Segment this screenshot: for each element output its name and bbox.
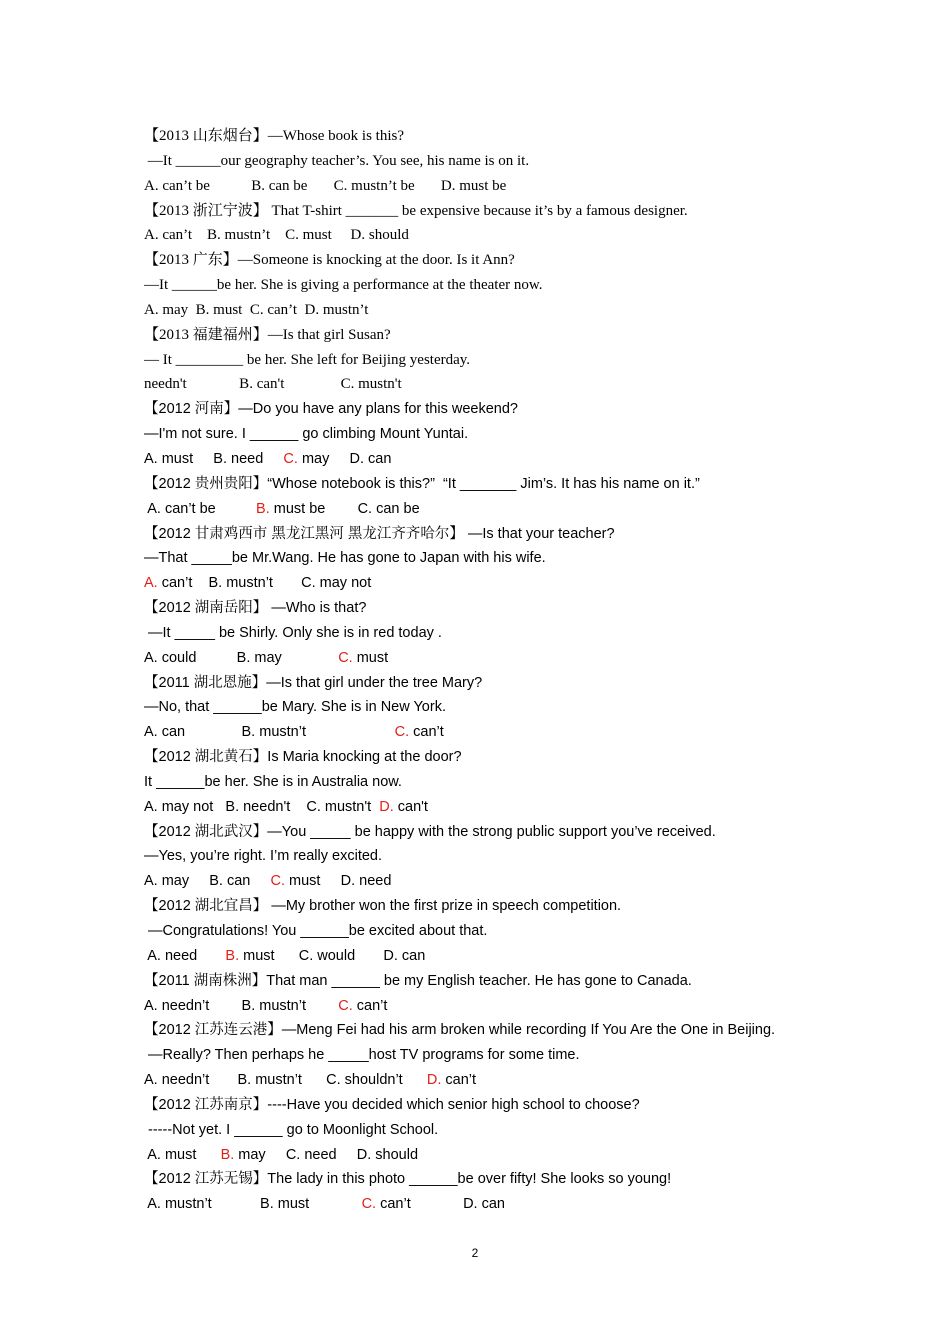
- line-text-after: may D. can: [297, 450, 392, 467]
- answer-letter: B.: [225, 947, 240, 964]
- line-text: —That _____be Mr.Wang. He has gone to Japan with his wife.: [144, 550, 546, 567]
- text-line: [144, 248, 824, 273]
- line-text: 【2012 江苏南京】----Have you decided which senior high school to choose?: [144, 1096, 640, 1113]
- line-text: 【2013 山东烟台】—Whose book is this?: [144, 128, 404, 144]
- text-line: [144, 994, 824, 1019]
- page-number: 2: [471, 1246, 479, 1260]
- line-text: —I'm not sure. I ______ go climbing Mount Yuntai.: [144, 426, 469, 443]
- line-text: 【2012 贵州贵阳】“Whose notebook is this?” “It _______ Jim’s. It has his name on it.”: [144, 475, 700, 492]
- line-text: —Yes, you’re right. I’m really excited.: [144, 848, 383, 865]
- answer-letter: C.: [338, 997, 353, 1014]
- text-line: [144, 1118, 824, 1143]
- line-text: needn't B. can't C. mustn't: [144, 376, 402, 393]
- line-text: A. can’t B. mustn’t C. must D. should: [144, 227, 409, 244]
- line-text-after: must be C. can be: [269, 500, 420, 517]
- text-line: [144, 894, 824, 919]
- text-line: [144, 348, 824, 373]
- text-line: [144, 621, 824, 646]
- text-line: [144, 273, 824, 298]
- text-line: [144, 844, 824, 869]
- line-text: 【2013 浙江宁波】 That T-shirt _______ be expensive because it’s by a famous designer.: [144, 202, 688, 219]
- text-line: [144, 472, 824, 497]
- line-text: —Congratulations! You ______be excited about that.: [144, 923, 488, 939]
- line-text: -----Not yet. I ______ go to Moonlight School.: [144, 1121, 439, 1138]
- answer-letter: D.: [379, 798, 394, 815]
- text-line: [144, 372, 824, 397]
- text-line: [144, 1167, 824, 1192]
- answer-letter: D.: [426, 1072, 442, 1089]
- text-line: [144, 770, 824, 795]
- line-text: —It ______our geography teacher’s. You see, his name is on it.: [144, 152, 530, 169]
- text-line: [144, 546, 824, 571]
- document-body: [144, 124, 824, 1217]
- text-line: [144, 497, 824, 522]
- line-text: A. may B. must C. can’t D. mustn’t: [144, 301, 369, 318]
- line-text: 【2013 广东】—Someone is knocking at the door. Is it Ann?: [144, 252, 515, 269]
- line-text-after: can’t: [352, 997, 388, 1014]
- text-line: [144, 695, 824, 720]
- text-line: [144, 124, 824, 149]
- text-line: [144, 571, 824, 596]
- line-text: A. can’t be: [144, 500, 257, 517]
- line-text: A. must: [144, 1146, 221, 1163]
- line-text: 【2011 湖北恩施】—Is that girl under the tree Mary?: [144, 674, 483, 691]
- line-text-after: can’t: [441, 1072, 477, 1089]
- answer-letter: A.: [144, 575, 158, 592]
- line-text: A. can’t be B. can be C. mustn’t be D. must be: [144, 177, 507, 194]
- text-line: [144, 223, 824, 248]
- text-line: [144, 671, 824, 696]
- text-line: [144, 447, 824, 472]
- text-line: [144, 745, 824, 770]
- text-line: [144, 720, 824, 745]
- answer-letter: B.: [220, 1146, 235, 1163]
- answer-letter: C.: [394, 724, 410, 741]
- answer-letter: C.: [283, 450, 298, 467]
- line-text: A. may B. can: [144, 873, 271, 890]
- text-line: [144, 1093, 824, 1118]
- line-text: A. mustn’t B. must: [144, 1196, 362, 1213]
- answer-letter: C.: [361, 1196, 377, 1213]
- text-line: [144, 1143, 824, 1168]
- text-line: [144, 969, 824, 994]
- line-text: It ______be her. She is in Australia now.: [144, 773, 402, 790]
- text-line: [144, 1018, 824, 1043]
- text-line: [144, 820, 824, 845]
- line-text: 【2012 江苏连云港】—Meng Fei had his arm broken while recording If You Are the One in Beijing.: [144, 1022, 776, 1039]
- line-text: A. need: [144, 947, 226, 964]
- line-text: —Really? Then perhaps he _____host TV programs for some time.: [144, 1047, 580, 1064]
- line-text: 【2012 甘肃鸡西市 黑龙江黑河 黑龙江齐齐哈尔】 —Is that your teacher?: [144, 525, 615, 542]
- line-text: A. needn’t B. mustn’t: [144, 997, 339, 1014]
- line-text-after: must C. would D. can: [239, 947, 426, 964]
- text-line: [144, 1192, 824, 1217]
- text-line: [144, 199, 824, 224]
- text-line: [144, 397, 824, 422]
- text-line: [144, 869, 824, 894]
- line-text: 【2012 湖南岳阳】 —Who is that?: [144, 600, 367, 617]
- line-text: 【2012 河南】—Do you have any plans for this weekend?: [144, 401, 518, 418]
- line-text: —It _____ be Shirly. Only she is in red today .: [144, 624, 442, 641]
- line-text: A. needn’t B. mustn’t C. shouldn’t: [144, 1072, 427, 1089]
- answer-letter: B.: [256, 500, 270, 517]
- line-text: —No, that ______be Mary. She is in New York.: [144, 699, 446, 716]
- text-line: [144, 944, 824, 969]
- line-text-after: can’t D. can: [376, 1196, 505, 1213]
- line-text-after: may C. need D. should: [234, 1146, 419, 1163]
- line-text: 【2012 湖北武汉】—You _____ be happy with the strong public support you’ve received.: [144, 823, 716, 840]
- line-text: 【2011 湖南株洲】That man ______ be my English teacher. He has gone to Canada.: [144, 972, 692, 989]
- line-text: A. can B. mustn’t: [144, 724, 395, 741]
- line-text: — It _________ be her. She left for Beijing yesterday.: [144, 351, 471, 368]
- text-line: [144, 596, 824, 621]
- text-line: [144, 298, 824, 323]
- line-text: 【2012 江苏无锡】The lady in this photo ______be over fifty! She looks so young!: [144, 1171, 672, 1188]
- line-text: —It ______be her. She is giving a performance at the theater now.: [144, 277, 543, 294]
- line-text-after: can’t B. mustn’t C. may not: [157, 575, 372, 592]
- line-text-after: can’t: [409, 724, 444, 741]
- line-text-after: can't: [393, 798, 428, 815]
- text-line: [144, 522, 824, 547]
- line-text: A. could B. may: [144, 649, 339, 666]
- text-line: [144, 1043, 824, 1068]
- line-text: 【2012 湖北黄石】Is Maria knocking at the door?: [144, 749, 462, 766]
- text-line: [144, 149, 824, 174]
- line-text-after: must: [352, 649, 389, 666]
- text-line: [144, 646, 824, 671]
- text-line: [144, 1068, 824, 1093]
- text-line: [144, 795, 824, 820]
- text-line: [144, 174, 824, 199]
- line-text-after: must D. need: [285, 873, 392, 890]
- text-line: [144, 323, 824, 348]
- answer-letter: C.: [270, 873, 286, 890]
- line-text: A. must B. need: [144, 450, 284, 467]
- line-text: 【2012 湖北宜昌】 —My brother won the first prize in speech competition.: [144, 898, 622, 915]
- line-text: A. may not B. needn't C. mustn't: [144, 798, 380, 815]
- line-text: 【2013 福建福州】—Is that girl Susan?: [144, 326, 391, 343]
- text-line: [144, 422, 824, 447]
- answer-letter: C.: [338, 649, 353, 666]
- text-line: [144, 919, 824, 944]
